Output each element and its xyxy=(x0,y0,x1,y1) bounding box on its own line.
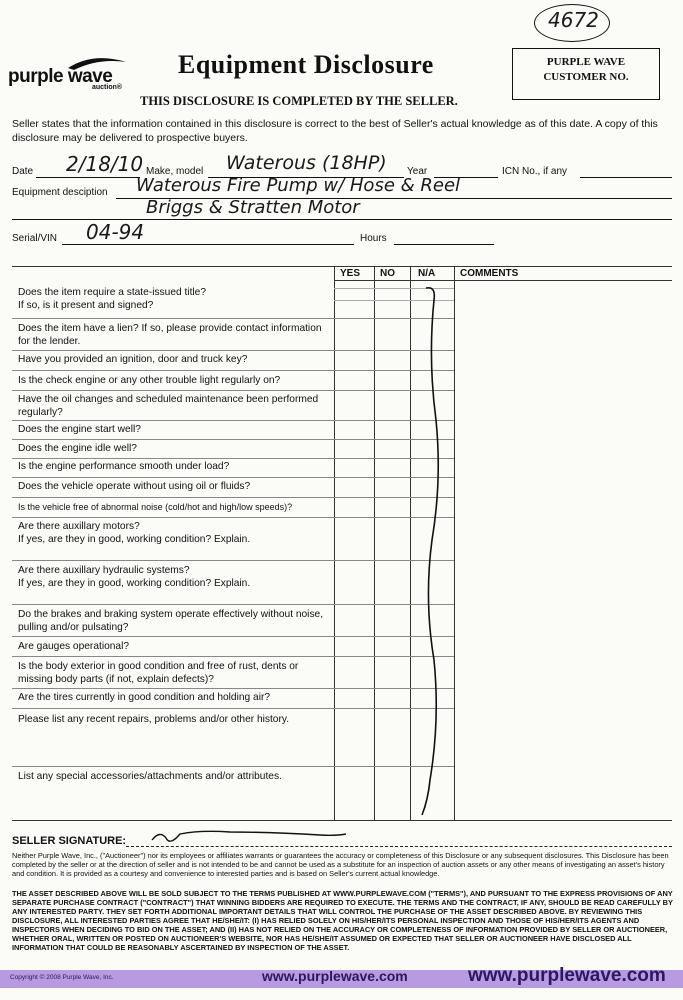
terms-text: THE ASSET DESCRIBED ABOVE WILL BE SOLD SUBJECT TO THE TERMS PUBLISHED AT WWW.PURPLEWAVE.COM ("TERMS"), AND PURSUANT TO THE EXPRESS PROVISIONS OF ANY SEPARATE PURCHASE CONTRACT ("CONTRACT") THAT WINNING BIDDERS ARE REQUIRED TO EXECUTE. THE TERMS AND THE CONTRACT, IF ANY, SHOULD BE READ CAREFULLY BY ANY INTERESTED PARTY. THEY SET FORTH ADDITIONAL IMPORTANT DETAILS THAT WILL CONTROL THE PURCHASE OF THE ASSET DESCRIBED ABOVE. BY REVIEWING THIS DISCLOSURE, ALL INTERESTED PARTIES AGREE THAT HE/SHE/IT: (I) HAS RELIED SOLELY ON HIS/HER/ITS PERSONAL INSPECTION AND THOSE OF HIS/HER/ITS AGENTS AND INSPECTORS WHEN DECIDING TO BID ON THE ASSET; AND (II) HAS NOT RELIED ON THE ACCURACY OR COMPLETENESS OF INFORMATION PROVIDED BY SELLER OR AUCTIONEER, WHETHER ORAL, WRITTEN OR POSTED ON AUCTIONEER'S WEBSITE, NOR HAS HE/SHE/IT ASSUMED OR EXPECTED THAT SELLER OR AUCTIONEER HAVE DISCLOSED ALL INFORMATION THAT COULD BE REASONABLY ASCERTAINED BY INSPECTION OF THE ASSET. xyxy=(12,889,673,952)
table-row-rule xyxy=(12,688,454,689)
signature-label: SELLER SIGNATURE: xyxy=(12,835,127,847)
question-title: Does the item require a state-issued title? If so, is it present and signed? xyxy=(18,287,206,311)
table-row-rule xyxy=(12,420,454,421)
question-check-engine: Is the check engine or any other trouble light regularly on? xyxy=(18,375,281,386)
table-row-rule xyxy=(12,636,454,637)
header-no: NO xyxy=(380,268,395,279)
page-title: Equipment Disclosure xyxy=(178,50,434,79)
question-lien: Does the item have a lien? If so, please provide contact information for the lender. xyxy=(18,323,322,347)
question-accessories: List any special accessories/attachments and/or attributes. xyxy=(18,771,282,782)
logo-text: purple wave xyxy=(8,66,113,87)
table-row-rule xyxy=(12,656,454,657)
table-row-rule xyxy=(12,370,454,371)
question-tires: Are the tires currently in good condition and holding air? xyxy=(18,692,271,703)
question-engine-start: Does the engine start well? xyxy=(18,424,141,435)
description-value-1[interactable]: Waterous Fire Pump w/ Hose & Reel xyxy=(136,175,461,196)
na-handwritten-line-icon xyxy=(410,280,454,820)
header-na: N/A xyxy=(418,268,436,279)
question-oil-fluids: Does the vehicle operate without using oil or fluids? xyxy=(18,481,251,492)
customer-number-box xyxy=(512,48,660,100)
description-label: Equipment desciption xyxy=(12,187,108,198)
table-row-rule xyxy=(12,390,454,391)
table-row-rule xyxy=(12,604,454,605)
customer-box-line1: PURPLE WAVE xyxy=(546,56,626,68)
table-row-rule xyxy=(12,350,454,351)
table-row-rule xyxy=(12,439,454,440)
handwritten-customer-number: 4672 xyxy=(548,8,599,32)
table-row-rule xyxy=(12,517,454,518)
date-line xyxy=(36,177,140,178)
icn-line xyxy=(580,177,672,178)
table-row-rule xyxy=(12,477,454,478)
hours-line xyxy=(394,244,494,245)
intro-statement: Seller states that the information contained in this disclosure is correct to the best of Seller's actual knowledge as of this date. A copy of this disclosure may be delivered to prospective buyers. xyxy=(12,118,658,144)
disclaimer-text: Neither Purple Wave, Inc., ("Auctioneer") nor its employees or affiliates warrants or guarantees the accuracy or completeness of this Disclosure or any subsequent disclosures. This Disclosure has been completed by the seller or at the direction of seller and is not intended to be and cannot be used as a substitute for an inspection of auction assets or any other means of investigating an asset's history and condition. It is provided as a courtesy and convenience to interested parties and is based on Seller's current actual knowledge. xyxy=(12,851,669,878)
table-top-rule xyxy=(12,266,672,267)
question-body-exterior: Is the body exterior in good condition and free of rust, dents or missing body parts (if not, explain defects)? xyxy=(18,661,299,685)
make-label: Make, model xyxy=(146,166,204,177)
question-brakes: Do the brakes and braking system operate effectively without noise, pulling and/or pulsating? xyxy=(18,609,324,633)
question-engine-idle: Does the engine idle well? xyxy=(18,443,137,454)
table-bottom-rule xyxy=(12,820,672,821)
icn-label: ICN No., if any xyxy=(502,166,568,177)
question-aux-hydraulics: Are there auxillary hydraulic systems? If yes, are they in good, working condition? Explain. xyxy=(18,565,251,589)
question-engine-performance: Is the engine performance smooth under load? xyxy=(18,461,230,472)
serial-value[interactable]: 04-94 xyxy=(86,220,145,244)
copyright-text: Copyright © 2008 Purple Wave, Inc. xyxy=(10,974,114,981)
question-recent-repairs: Please list any recent repairs, problems and/or other history. xyxy=(18,714,290,725)
header-yes: YES xyxy=(340,268,361,279)
col-divider-comments xyxy=(454,266,455,820)
table-row-rule xyxy=(12,560,454,561)
question-aux-motors: Are there auxillary motors? If yes, are they in good, working condition? Explain. xyxy=(18,521,251,545)
serial-line xyxy=(62,244,354,245)
watermark-url[interactable]: www.purplewave.com xyxy=(262,968,408,984)
question-oil-changes: Have the oil changes and scheduled maintenance been performed regularly? xyxy=(18,394,319,418)
question-abnormal-noise: Is the vehicle free of abnormal noise (cold/hot and high/low speeds)? xyxy=(18,502,293,512)
table-row-rule xyxy=(12,318,454,319)
page-subtitle: THIS DISCLOSURE IS COMPLETED BY THE SELLER. xyxy=(140,94,458,108)
table-header-rule xyxy=(334,280,672,281)
serial-label: Serial/VIN xyxy=(12,233,58,244)
description-value-2[interactable]: Briggs & Stratten Motor xyxy=(146,197,360,218)
customer-box-line2: CUSTOMER NO. xyxy=(543,71,629,83)
logo-subtext: auction® xyxy=(92,84,123,91)
table-row-rule xyxy=(12,458,454,459)
date-label: Date xyxy=(12,166,34,177)
table-row-rule xyxy=(12,497,454,498)
date-value[interactable]: 2/18/10 xyxy=(66,152,144,176)
hours-label: Hours xyxy=(360,233,387,244)
question-keys: Have you provided an ignition, door and truck key? xyxy=(18,354,248,365)
table-row-rule xyxy=(12,708,454,709)
year-label: Year xyxy=(407,166,428,177)
make-value[interactable]: Waterous (18HP) xyxy=(226,152,387,174)
footer-url[interactable]: www.purplewave.com xyxy=(468,965,666,986)
table-row-rule xyxy=(12,766,454,767)
header-comments: COMMENTS xyxy=(460,268,519,279)
question-gauges: Are gauges operational? xyxy=(18,641,130,652)
signature-scribble-icon xyxy=(150,826,350,848)
